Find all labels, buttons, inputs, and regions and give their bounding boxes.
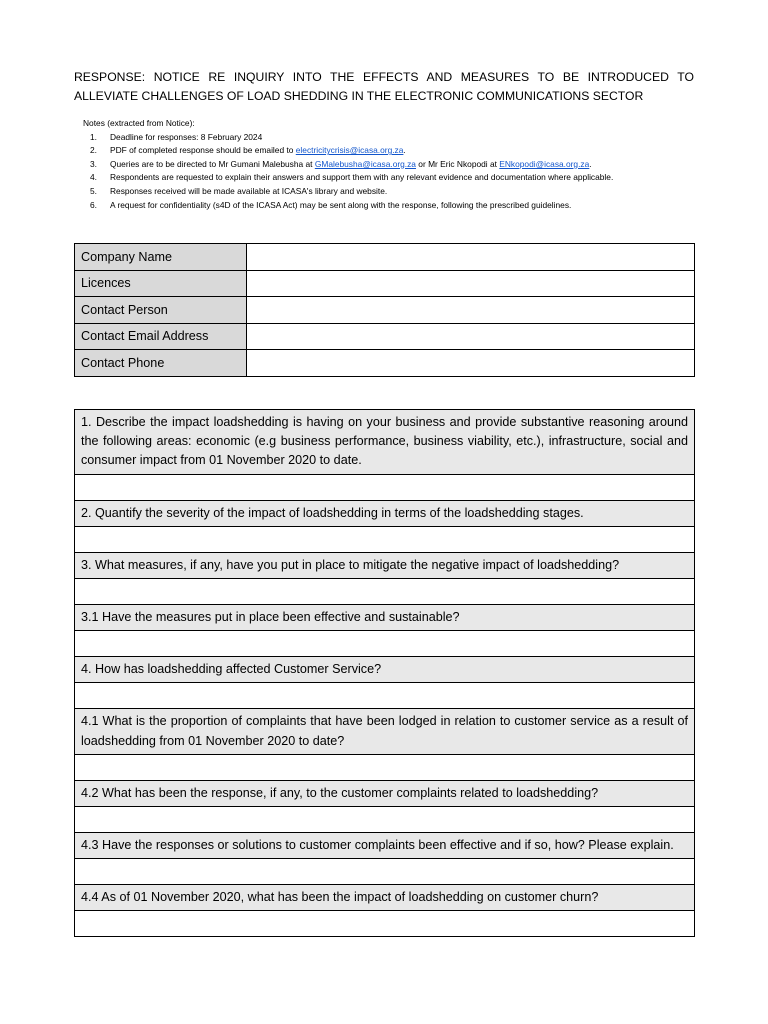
note-text: Respondents are requested to explain their answers and support them with any relevant evidence and documentation where applicable. — [110, 172, 614, 183]
question-4-4: 4.4 As of 01 November 2020, what has been the impact of loadshedding on customer churn? — [75, 885, 695, 911]
answer-row — [75, 526, 695, 552]
answer-1-field[interactable] — [75, 474, 695, 500]
contact-email-label: Contact Email Address — [75, 323, 247, 350]
table-row — [75, 297, 695, 324]
note-text-middle: or Mr Eric Nkopodi at — [415, 158, 500, 169]
response-email-link[interactable]: electricitycrisis@icasa.org.za — [295, 145, 404, 156]
answer-3-1-field[interactable] — [75, 631, 695, 657]
answer-row — [75, 683, 695, 709]
answer-row — [75, 911, 695, 937]
note-text: Responses received will be made available at ICASA's library and website. — [110, 185, 388, 196]
answer-2-field[interactable] — [75, 526, 695, 552]
question-4-3: 4.3 Have the responses or solutions to customer complaints been effective and if so, how? Please explain. — [75, 833, 695, 859]
notes-section — [83, 117, 694, 212]
note-text-prefix: Queries are to be directed to Mr Gumani Malebusha at — [110, 158, 315, 169]
answer-row — [75, 754, 695, 780]
question-2: 2. Quantify the severity of the impact of loadshedding in terms of the loadshedding stages. — [75, 500, 695, 526]
nkopodi-email-link[interactable]: ENkopodi@icasa.org.za — [499, 158, 590, 169]
note-number: 5. — [90, 185, 97, 196]
answer-row — [75, 579, 695, 605]
question-row — [75, 885, 695, 911]
answer-3-field[interactable] — [75, 579, 695, 605]
questions-table — [74, 409, 695, 937]
question-row — [75, 500, 695, 526]
contact-info-table — [74, 243, 695, 377]
document-page — [74, 68, 694, 905]
note-number: 2. — [90, 145, 97, 156]
note-item — [83, 185, 694, 199]
note-text: A request for confidentiality (s4D of the ICASA Act) may be sent along with the response, following the prescribed guidelines. — [110, 199, 572, 210]
question-3: 3. What measures, if any, have you put in place to mitigate the negative impact of loadshedding? — [75, 552, 695, 578]
table-row — [75, 350, 695, 377]
note-text: Deadline for responses: 8 February 2024 — [110, 131, 263, 142]
note-text-suffix: . — [403, 145, 406, 156]
question-4-2: 4.2 What has been the response, if any, to the customer complaints related to loadshedding? — [75, 780, 695, 806]
question-row — [75, 657, 695, 683]
question-3-1: 3.1 Have the measures put in place been effective and sustainable? — [75, 605, 695, 631]
answer-row — [75, 474, 695, 500]
question-row — [75, 605, 695, 631]
contact-phone-label: Contact Phone — [75, 350, 247, 377]
contact-person-label: Contact Person — [75, 297, 247, 324]
contact-person-field[interactable] — [247, 297, 695, 324]
licences-field[interactable] — [247, 270, 695, 297]
note-text-prefix: PDF of completed response should be emailed to — [110, 145, 296, 156]
answer-4-4-field[interactable] — [75, 911, 695, 937]
answer-4-3-field[interactable] — [75, 859, 695, 885]
answer-row — [75, 859, 695, 885]
note-item — [83, 199, 694, 213]
answer-4-1-field[interactable] — [75, 754, 695, 780]
note-text-suffix: . — [589, 158, 592, 169]
company-name-label: Company Name — [75, 244, 247, 271]
notes-heading: Notes (extracted from Notice): — [83, 118, 195, 128]
question-row — [75, 410, 695, 475]
contact-email-field[interactable] — [247, 323, 695, 350]
question-4: 4. How has loadshedding affected Customer Service? — [75, 657, 695, 683]
note-item — [83, 158, 694, 172]
note-text — [110, 158, 592, 172]
question-4-1: 4.1 What is the proportion of complaints that have been lodged in relation to customer service as a result of loadshedding from 01 November 2020 to date? — [75, 709, 695, 754]
malebusha-email-link[interactable]: GMalebusha@icasa.org.za — [314, 158, 416, 169]
note-item — [83, 171, 694, 185]
answer-4-field[interactable] — [75, 683, 695, 709]
contact-phone-field[interactable] — [247, 350, 695, 377]
note-number: 1. — [90, 131, 97, 142]
answer-4-2-field[interactable] — [75, 807, 695, 833]
table-row — [75, 323, 695, 350]
note-number: 4. — [90, 172, 97, 183]
note-number: 3. — [90, 158, 97, 169]
answer-row — [75, 807, 695, 833]
note-item — [83, 144, 694, 158]
question-row — [75, 552, 695, 578]
question-row — [75, 780, 695, 806]
table-row — [75, 244, 695, 271]
notes-list — [83, 131, 694, 213]
question-row — [75, 709, 695, 754]
question-row — [75, 833, 695, 859]
note-text — [110, 144, 406, 158]
document-title: RESPONSE: NOTICE RE INQUIRY INTO THE EFFECTS AND MEASURES TO BE INTRODUCED TO ALLEVIATE CHALLENGES OF LOAD SHEDDING IN THE ELECTRONIC COMMUNICATIONS SECTOR — [74, 70, 694, 103]
note-number: 6. — [90, 199, 97, 210]
company-name-field[interactable] — [247, 244, 695, 271]
licences-label: Licences — [75, 270, 247, 297]
answer-row — [75, 631, 695, 657]
note-item — [83, 131, 694, 145]
question-1: 1. Describe the impact loadshedding is having on your business and provide substantive reasoning around the following areas: economic (e.g business performance, business viability, etc.), infrastructure, social and consumer impact from 01 November 2020 to date. — [75, 410, 695, 475]
table-row — [75, 270, 695, 297]
